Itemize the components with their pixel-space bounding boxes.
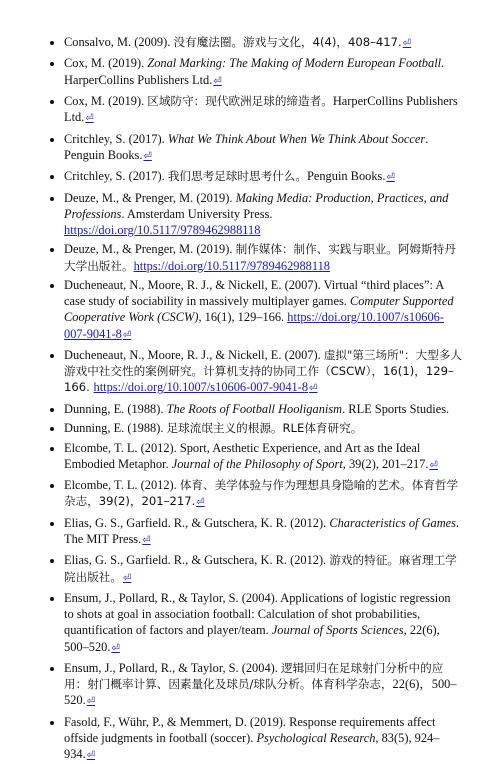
reference-item xyxy=(64,440,462,474)
reference-italic-title: Characteristics of Games xyxy=(329,515,456,530)
reference-text: Dunning, E. (1988). xyxy=(64,421,167,436)
reference-text: Ensum, J., Pollard, R., & Taylor, S. (2004). xyxy=(64,660,281,675)
reference-item xyxy=(64,552,462,586)
return-arrow-icon[interactable]: ⏎ xyxy=(86,750,96,762)
reference-item xyxy=(64,168,462,186)
doi-link[interactable]: https://doi.org/10.5117/9789462988118 xyxy=(133,258,331,273)
reference-italic-title: Zonal Marking: The Making of Modern European Football xyxy=(147,56,442,71)
reference-item xyxy=(64,241,462,273)
reference-text: . HarperCollins Publishers Ltd. xyxy=(64,56,445,87)
reference-text: Consalvo, M. (2009). xyxy=(64,35,174,49)
reference-text: 22(6)，500–520. xyxy=(64,677,457,708)
reference-text: Cox, M. (2019). xyxy=(64,93,148,108)
reference-item xyxy=(64,347,462,398)
return-arrow-icon[interactable]: ⏎ xyxy=(143,150,152,162)
reference-text: Ensum, J., Pollard, R., & Taylor, S. (2004). Applications of logistic regression to shots at goal in association football: Calculation of shot probabilities, quantification of factors and player/team. xyxy=(64,590,451,638)
reference-chinese-text: 体育、美学体验与作为理想具身隐喻的艺术。体育哲学杂志，39(2)，201–217. xyxy=(64,478,459,509)
doi-link[interactable]: https://doi.org/10.1007/s10606-007-9041-8 xyxy=(64,310,444,341)
reference-text: Dunning, E. (1988). xyxy=(64,401,167,416)
reference-text: , 39(2), 201–217. xyxy=(342,456,429,471)
reference-item xyxy=(64,420,462,436)
reference-list xyxy=(64,34,462,764)
reference-text: Elias, G. S., Garfield. R., & Gutschera, K. R. (2012). xyxy=(64,515,330,530)
reference-chinese-text: 游戏的特征。麻省理工学院出版社。 xyxy=(64,553,457,584)
reference-text: Deuze, M., & Prenger, M. (2019). xyxy=(64,242,236,257)
reference-item xyxy=(64,515,462,549)
reference-text: Ducheneaut, N., Moore, R. J., & Nickell, E. (2007). Virtual “third places”: A case study of sociability in massively multiplayer games. xyxy=(64,277,444,309)
reference-chinese-text: 制作媒体：制作、实践与职业。阿姆斯特丹大学出版社。 xyxy=(64,242,456,273)
reference-text: . The MIT Press. xyxy=(64,515,460,546)
return-arrow-icon[interactable]: ⏎ xyxy=(85,113,94,125)
reference-item xyxy=(64,590,462,657)
reference-text: Penguin Books. xyxy=(306,169,386,184)
doi-link[interactable]: https://doi.org/10.1007/s10606-007-9041-8 xyxy=(93,380,309,395)
reference-text: Elcombe, T. L. (2012). xyxy=(64,478,180,493)
return-arrow-icon[interactable]: ⏎ xyxy=(86,696,96,708)
reference-item xyxy=(64,131,462,165)
reference-text: Elias, G. S., Garfield. R., & Gutschera, K. R. (2012). xyxy=(64,553,330,568)
return-arrow-icon[interactable]: ⏎ xyxy=(309,383,318,395)
return-arrow-icon[interactable]: ⏎ xyxy=(122,572,132,584)
reference-chinese-text: 区域防守：现代欧洲足球的缔造者。 xyxy=(147,93,333,108)
reference-italic-title: Computer Supported Cooperative Work (CSCW) xyxy=(64,294,454,325)
reference-text: . Amsterdam University Press. xyxy=(121,206,273,221)
reference-text: Cox, M. (2019). xyxy=(64,56,148,71)
return-arrow-icon[interactable]: ⏎ xyxy=(429,459,438,471)
reference-item xyxy=(64,34,462,52)
return-arrow-icon[interactable]: ⏎ xyxy=(196,497,205,509)
return-arrow-icon[interactable]: ⏎ xyxy=(142,534,151,546)
doi-link[interactable]: https://doi.org/10.5117/9789462988118 xyxy=(64,222,261,237)
reference-italic-title: Psychological Research xyxy=(256,730,376,745)
reference-chinese-text: 逻辑回归在足球射门分析中的应用：射门概率计算、因素量化及球员/球队分析。体育科学杂志， xyxy=(64,660,444,692)
reference-item xyxy=(64,55,462,89)
reference-text: . Penguin Books. xyxy=(64,131,429,162)
return-arrow-icon[interactable]: ⏎ xyxy=(402,38,412,49)
reference-text: HarperCollins Publishers Ltd. xyxy=(64,93,458,125)
return-arrow-icon[interactable]: ⏎ xyxy=(213,75,222,87)
reference-item xyxy=(64,401,462,417)
reference-italic-title: Journal of Sports Sciences xyxy=(271,623,404,638)
reference-chinese-text: 我们思考足球时思考什么。 xyxy=(167,169,307,184)
reference-text: Fasold, F., Wühr, P., & Memmert, D. (2019). Response requirements affect offside judgments in football (soccer). xyxy=(64,714,436,745)
reference-item xyxy=(64,477,462,511)
reference-text: Ducheneaut, N., Moore, R. J., & Nickell, E. (2007). xyxy=(64,347,324,362)
return-arrow-icon[interactable]: ⏎ xyxy=(122,329,132,341)
reference-text: Critchley, S. (2017). xyxy=(64,169,168,184)
reference-text: , 22(6), 500–520. xyxy=(64,623,440,654)
reference-chinese-text: 没有魔法圈。游戏与文化，4(4)，408–417. xyxy=(173,35,402,49)
return-arrow-icon[interactable]: ⏎ xyxy=(386,172,395,184)
reference-italic-title: Making Media: Production, Practices, and Professions xyxy=(64,190,449,221)
reference-text: Critchley, S. (2017). xyxy=(64,131,168,146)
reference-text: , 83(5), 924–934. xyxy=(64,730,440,762)
reference-text: Elcombe, T. L. (2012). Sport, Aesthetic Experience, and Art as the Ideal Embodied Metaphor. xyxy=(64,440,421,471)
reference-item xyxy=(64,714,462,764)
reference-italic-title: The Roots of Football Hooliganism xyxy=(166,401,343,416)
return-arrow-icon[interactable]: ⏎ xyxy=(111,642,120,654)
reference-chinese-text: 足球流氓主义的根源。RLE体育研究。 xyxy=(166,421,363,436)
reference-text: , 16(1), 129–166. xyxy=(198,310,288,325)
reference-text: . RLE Sports Studies. xyxy=(342,401,450,416)
reference-item xyxy=(64,190,462,239)
reference-text: Deuze, M., & Prenger, M. (2019). xyxy=(64,190,236,205)
reference-italic-title: Journal of the Philosophy of Sport xyxy=(171,456,343,471)
reference-italic-title: What We Think About When We Think About Soccer xyxy=(167,131,426,146)
reference-item xyxy=(64,660,462,711)
reference-chinese-text: 虚拟"第三场所"：大型多人游戏中社交性的案例研究。计算机支持的协同工作（CSCW），16(1)，129–166. xyxy=(64,347,463,395)
reference-item xyxy=(64,93,462,127)
reference-item xyxy=(64,277,462,344)
